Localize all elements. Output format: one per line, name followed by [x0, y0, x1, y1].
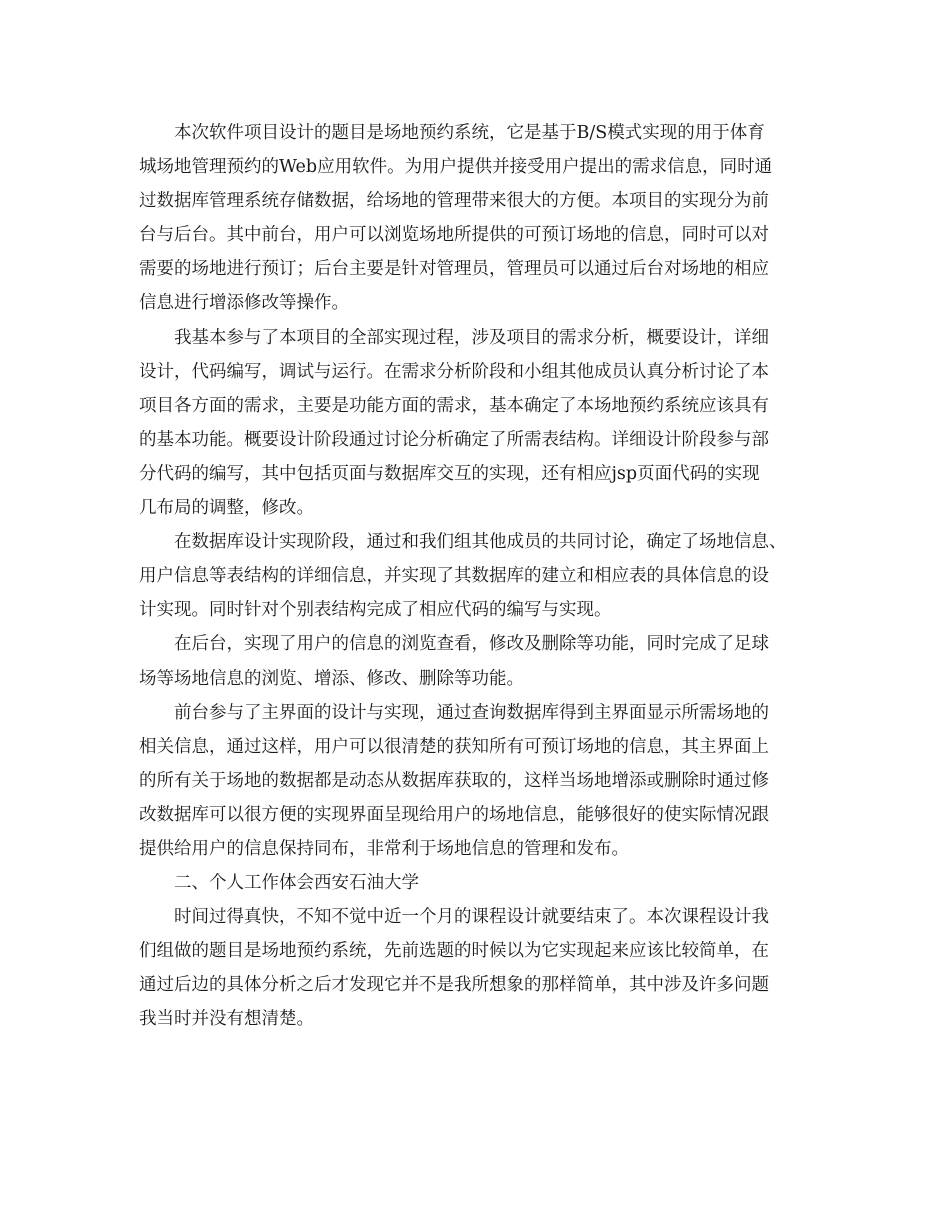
- paragraph-backend: [139, 627, 829, 695]
- section-heading: [139, 866, 829, 900]
- paragraph-project-intro: [139, 116, 829, 321]
- text-line: 城场地管理预约的Web应用软件。为用户提供并接受用户提出的需求信息，同时通: [139, 157, 773, 178]
- text-line: 需要的场地进行预订；后台主要是针对管理员，管理员可以通过后台对场地的相应: [139, 259, 769, 280]
- text-line: 项目各方面的需求，主要是功能方面的需求，基本确定了本场地预约系统应该具有: [139, 395, 769, 416]
- text-line: 提供给用户的信息保持同布，非常利于场地信息的管理和发布。: [139, 838, 629, 859]
- text-line: 用户信息等表结构的详细信息，并实现了其数据库的建立和相应表的具体信息的设: [139, 566, 769, 587]
- text-line: 们组做的题目是场地预约系统，先前选题的时候以为它实现起来应该比较简单，在: [139, 941, 769, 962]
- text-line: 的基本功能。概要设计阶段通过讨论分析确定了所需表结构。详细设计阶段参与部: [139, 429, 769, 450]
- text-line: 过数据库管理系统存储数据，给场地的管理带来很大的方便。本项目的实现分为前: [139, 191, 769, 212]
- text-line: 设计，代码编写，调试与运行。在需求分析阶段和小组其他成员认真分析讨论了本: [139, 361, 769, 382]
- text-line: 前台参与了主界面的设计与实现，通过查询数据库得到主界面显示所需场地的: [174, 702, 769, 723]
- text-line: 在后台，实现了用户的信息的浏览查看，修改及删除等功能，同时完成了足球: [174, 634, 769, 655]
- heading-line: 二、个人工作体会西安石油大学: [174, 873, 419, 894]
- text-line: 台与后台。其中前台，用户可以浏览场地所提供的可预订场地的信息，同时可以对: [139, 225, 769, 246]
- text-line: 相关信息，通过这样，用户可以很清楚的获知所有可预订场地的信息，其主界面上: [139, 736, 769, 757]
- text-line: 通过后边的具体分析之后才发现它并不是我所想象的那样简单，其中涉及许多问题: [139, 975, 769, 996]
- text-line: 改数据库可以很方便的实现界面呈现给用户的场地信息，能够很好的使实际情况跟: [139, 804, 769, 825]
- text-line: 计实现。同时针对个别表结构完成了相应代码的编写与实现。: [139, 600, 612, 621]
- text-line: 时间过得真快，不知不觉中近一个月的课程设计就要结束了。本次课程设计我: [174, 907, 769, 928]
- text-line: 我当时并没有想清楚。: [139, 1009, 314, 1030]
- paragraph-reflection: [139, 900, 829, 1036]
- paragraph-participation: [139, 321, 829, 526]
- paragraph-frontend: [139, 696, 829, 866]
- text-line: 分代码的编写，其中包括页面与数据库交互的实现，还有相应jsp页面代码的实现: [139, 463, 760, 484]
- text-line: 信息进行增添修改等操作。: [139, 293, 349, 314]
- text-line: 本次软件项目设计的题目是场地预约系统，它是基于B/S模式实现的用于体育: [174, 123, 765, 143]
- text-line: 我基本参与了本项目的全部实现过程，涉及项目的需求分析，概要设计，详细: [174, 327, 769, 348]
- text-line: 的所有关于场地的数据都是动态从数据库获取的，这样当场地增添或删除时通过修: [139, 770, 769, 791]
- text-line: 在数据库设计实现阶段，通过和我们组其他成员的共同讨论，确定了场地信息、: [174, 532, 787, 553]
- paragraph-database-design: [139, 525, 829, 627]
- text-line: 几布局的调整，修改。: [139, 498, 314, 519]
- text-line: 场等场地信息的浏览、增添、修改、删除等功能。: [139, 668, 524, 689]
- document-body: [139, 116, 829, 1037]
